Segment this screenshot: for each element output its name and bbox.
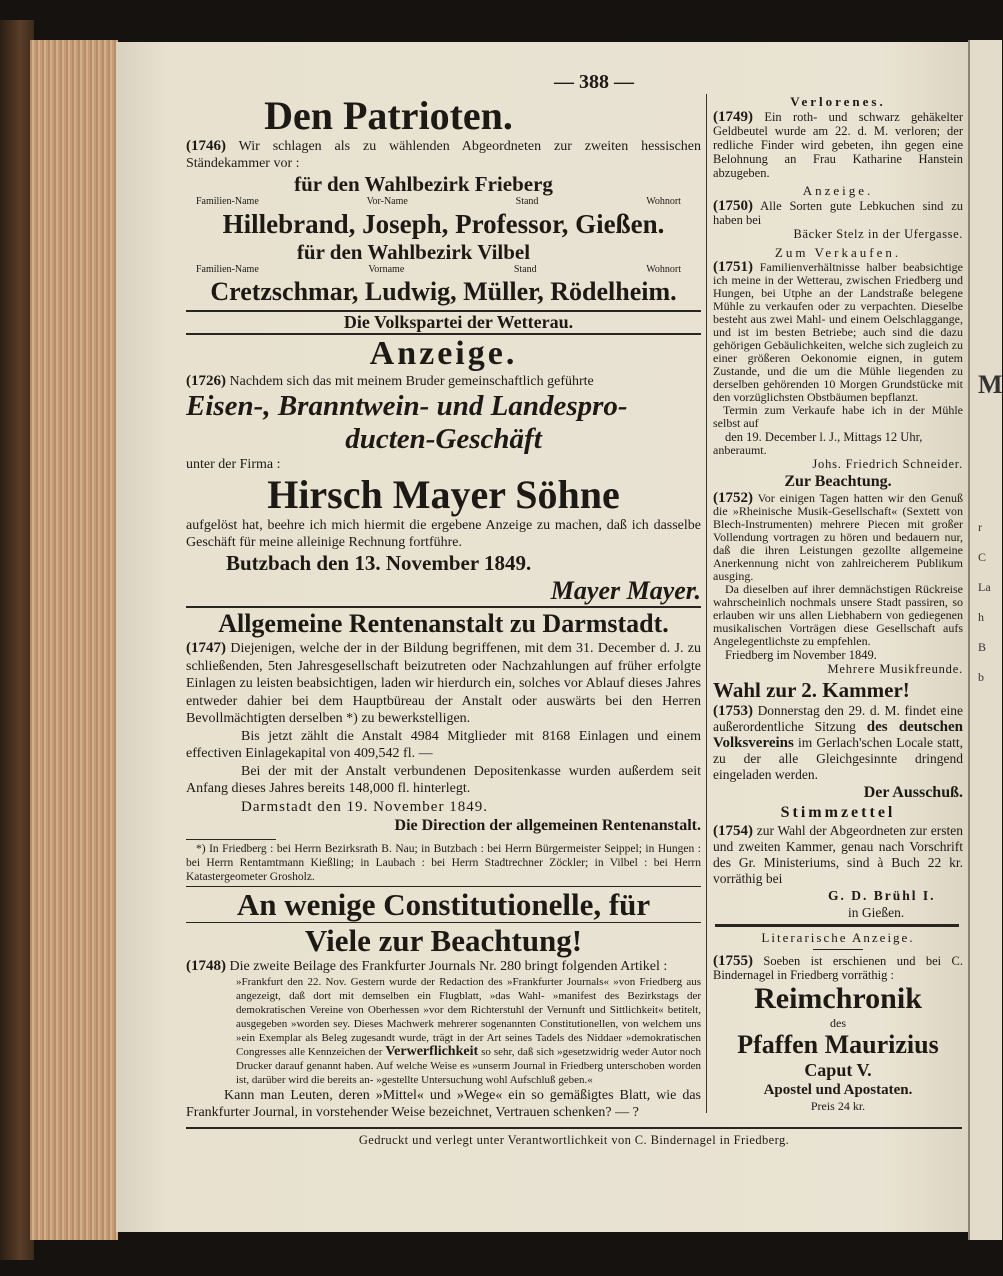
ad-signature: Die Direction der allgemeinen Rentenanstalt. <box>394 816 701 834</box>
column-label: Vorname <box>368 264 405 275</box>
ad-number: (1751) <box>713 259 753 275</box>
ad-body <box>713 492 963 583</box>
ad-number: (1755) <box>713 953 753 969</box>
right-column <box>706 94 963 1113</box>
footnote-rule <box>186 839 276 840</box>
ad-number: (1753) <box>713 703 753 719</box>
ad-title: Zur Beachtung. <box>784 473 892 490</box>
ad-emphasis: des deutschen Volksvereins <box>713 719 964 751</box>
ad-title: Stimmzettel <box>780 804 896 821</box>
ad-body <box>186 373 701 390</box>
ad-text: Da dieselben auf ihrer demnächstigen Rückreise wahrscheinlich nochmals unsere Stadt passiren, so erlauben wir uns allen Liebhabern von gediegenen musikalischen Vorträgen diese Gesellschaft aufs Angelegentlichste zu empfehlen. <box>713 582 963 648</box>
firm-name: Hirsch Mayer Söhne <box>267 472 620 517</box>
ad-body <box>713 110 963 180</box>
ad-body <box>713 261 963 404</box>
ad-number: (1752) <box>713 490 753 506</box>
ad-title: Verlorenes. <box>790 94 886 109</box>
ad-body <box>713 954 963 982</box>
place-date: Butzbach den 13. November 1849. <box>226 551 532 575</box>
ad-text: Alle Sorten gute Lebkuchen sind zu haben bei <box>713 199 964 227</box>
ad-number: (1747) <box>186 640 226 656</box>
ad-text: im Gerlach'schen Locale statt, zu der alle Gleichgesinnte dringend eingeladen werden. <box>713 735 964 782</box>
ad-signature: Der Ausschuß. <box>863 784 963 801</box>
ad-beachtung <box>713 472 963 677</box>
book-chapter: Caput V. <box>804 1060 872 1080</box>
book-title: Reimchronik <box>754 982 922 1015</box>
ad-number: (1754) <box>713 823 753 839</box>
column-labels <box>186 264 701 276</box>
ad-text: Wir schlagen als zu wählenden Abgeordneten zur zweiten hessischen Ständekammer vor : <box>186 139 702 171</box>
ad-body <box>186 958 701 975</box>
divider <box>813 949 863 950</box>
ad-text: Termin zum Verkaufe habe ich in der Mühle selbst auf <box>713 403 963 430</box>
ad-text: Ein roth- und schwarz gehäkelter Geldbeutel wurde am 22. d. M. verloren; der redliche Finder wird gebeten, ihn gegen eine Belohnung an Frau Katharine Hanstein abzugeben. <box>713 110 964 180</box>
ad-text: Vor einigen Tagen hatten wir den Genuß die »Rheinische Musik-Gesellschaft« (Sextett von Blech-Instrumenten) mehrere Piecen mit großer Vollendung vortragen zu hören und bedauern nur, daß die ihren Leistungen gezollte allgemeine Anerkennung nicht von zahlreicherem Publikum ausging. <box>713 491 963 583</box>
divider <box>715 924 959 927</box>
ad-text: Familienverhältnisse halber beabsichtige ich meine in der Wetterau, zwischen Friedberg und Hungen, bei Utphe an der Landstraße belegene Mühle zu verkaufen oder zu verpachten. Dieselbe besteht aus zwei Mahl- und einem Oelschlaggange, und ist im besten Betriebe; auch sind die dazu gehörigen Gebäulichkeiten, welche sich zugleich zu einer größeren Oekonomie eignen, in gutem Zustande, und die um die Mühle liegenden zu derselben gehörenden 10 Morgen Grundstücke mit den vorzüglichsten Obstbäumen bepflanzt. <box>713 260 963 404</box>
ad-geschaeft <box>186 335 701 608</box>
ad-number: (1749) <box>713 109 753 125</box>
column-label: Stand <box>513 264 537 275</box>
ad-text: Soeben ist erschienen und bei C. Bindernagel in Friedberg vorräthig : <box>713 954 964 982</box>
next-page-fragment: C <box>978 550 987 564</box>
ad-wahl <box>713 677 963 803</box>
ad-body <box>713 823 963 887</box>
ad-title: Den Patrioten. <box>264 93 513 138</box>
place-date: Friedberg im November 1849. <box>725 648 877 662</box>
book-price: Preis 24 kr. <box>810 1099 866 1113</box>
ad-verlorenes <box>713 94 963 180</box>
firm-label: unter der Firma : <box>186 457 281 472</box>
ad-rentenanstalt <box>186 608 701 887</box>
ad-stimmzettel <box>713 803 963 921</box>
ad-text: Diejenigen, welche der in der Bildung begriffenen, mit dem 31. December d. J. zu schließenden, 5ten Jahresgesellschaft beizutreten oder Nachzahlungen auf früher erfolgte Einlagen zu leisten beabsichtigen, laden wir hierdurch ein, solches vor Ablauf dieses Jahres entweder dahier bei dem Hauptbüreau der Anstalt oder auswärts bei den Herren Bevollmächtigten derselben *) zu bewerkstelligen. <box>186 641 702 726</box>
ad-body <box>713 199 963 227</box>
next-page-fragment: h <box>978 610 984 624</box>
ad-title: Viele zur Beachtung! <box>186 922 701 958</box>
ad-title: Anzeige. <box>369 335 518 372</box>
ad-title: Wahl zur 2. Kammer! <box>713 678 910 702</box>
page-edges <box>30 40 118 1240</box>
quoted-article <box>236 975 701 1087</box>
quote-text: »Frankfurt den 22. Nov. Gestern wurde der Redaction des »Frankfurter Journals« »von Friedberg aus angezeigt, daß dort mit demselben ein Flugblatt, »das Wahl- »manifest des Bezirkstags der demokratischen Vereine von Oberhessen »vor dem Richterstuhl der Vernunft und Sittlichkeit« betitelt, ausgegeben »worden sey. Dieses Machwerk mehrerer sogenannten Constitutionellen, von welchem uns »ein Exemplar als Beleg zugesandt wurde, trägt in der Art seines Tadels des Niddaer »demokratischen Congresses alle Kennzeichen der <box>236 975 701 1058</box>
next-page-fragment: b <box>978 670 984 684</box>
page-number: — 388 — <box>554 71 634 93</box>
ad-text: Bis jetzt zählt die Anstalt 4984 Mitglieder mit 8168 Einlagen und einem effectiven Einlagekapital von 409,542 fl. — <box>186 728 701 761</box>
column-label: Wohnort <box>646 264 681 275</box>
ad-number: (1726) <box>186 373 226 389</box>
seller-name: G. D. Brühl I. <box>828 888 936 903</box>
district-heading: für den Wahlbezirk Vilbel <box>296 240 531 264</box>
next-page-edge <box>968 40 1002 1240</box>
column-label: Vor-Name <box>366 196 408 207</box>
ad-text: anberaumt. <box>713 443 767 457</box>
ad-signature: Die Volkspartei der Wetterau. <box>343 312 574 332</box>
ad-text: Nachdem sich das mit meinem Bruder gemeinschaftlich geführte <box>229 374 594 389</box>
ad-constitutionelle <box>186 887 701 1121</box>
ad-title: Anzeige. <box>802 183 874 198</box>
column-label: Familien-Name <box>196 196 259 207</box>
column-labels <box>186 196 701 208</box>
sale-date: den 19. December l. J., Mittags 12 Uhr, <box>725 430 923 444</box>
district-heading: für den Wahlbezirk Frieberg <box>294 172 553 196</box>
ad-title: An wenige Constitutionelle, für <box>236 886 651 922</box>
book-author: Pfaffen Maurizius <box>737 1030 939 1059</box>
ad-signature: Bäcker Stelz in der Ufergasse. <box>793 227 963 241</box>
book-spine <box>0 20 34 1260</box>
ad-lebkuchen <box>713 183 963 242</box>
ad-body <box>186 640 701 728</box>
place-date: Darmstadt den 19. November 1849. <box>241 798 488 815</box>
business-name: ducten-Geschäft <box>345 423 542 455</box>
column-label: Familien-Name <box>196 264 259 275</box>
ad-title: Literarische Anzeige. <box>761 930 915 945</box>
book-des: des <box>830 1016 846 1030</box>
ad-patrioten <box>186 94 701 335</box>
ad-title: Allgemeine Rentenanstalt zu Darmstadt. <box>218 609 669 638</box>
ad-text: Die zweite Beilage des Frankfurter Journals Nr. 280 bringt folgenden Artikel : <box>229 958 668 974</box>
ad-body <box>186 138 701 172</box>
next-page-fragment: r <box>978 520 982 534</box>
seller-city: in Gießen. <box>848 905 905 920</box>
ad-literarisch <box>713 924 963 1113</box>
footer-rule <box>186 1127 962 1129</box>
page-footer <box>186 1127 962 1148</box>
next-page-fragment: La <box>978 580 991 594</box>
business-name: Eisen-, Branntwein- und Landespro- <box>186 390 628 422</box>
ad-body <box>713 703 963 783</box>
ad-text: aufgelöst hat, beehre ich mich hiermit die ergebene Anzeige zu machen, daß ich dasselbe Geschäft für meine alleinige Rechnung fortführe. <box>186 518 701 550</box>
ad-signature: Mehrere Musikfreunde. <box>827 662 963 676</box>
ad-text: zur Wahl der Abgeordneten zur ersten und zweiten Kammer, genau nach Vorschrift des Gr. Ministeriums, sind à Buch 22 kr. vorräthig bei <box>713 823 963 886</box>
book-subtitle: Apostel und Apostaten. <box>763 1082 913 1098</box>
ad-text: Kann man Leuten, deren »Mittel« und »Wege« ein so gemäßigtes Blatt, wie das Frankfurter Journal, in vorstehender Weise bezeichnet, Vertrauen schenken? — ? <box>186 1087 701 1120</box>
footnote: *) In Friedberg : bei Herrn Bezirksrath B. Nau; in Butzbach : bei Herrn Bürgermeister Seippel; in Hungen : bei Herrn Rentamtmann Kießling; in Laubach : bei Herrn Stadtrechner Zöckler; in Vilbel : bei Herrn Katastergeometer Grosholz. <box>186 842 701 883</box>
candidate-names: Cretzschmar, Ludwig, Müller, Rödelheim. <box>210 277 677 306</box>
column-label: Stand <box>515 196 539 207</box>
ad-signature: Mayer Mayer. <box>550 576 701 605</box>
next-page-fragment: B <box>978 640 987 654</box>
quote-text: so sehr, daß sich »gesetzwidrig weder Autor noch Drucker darauf genannt haben. Auf welche Weise es »unserm Journal in Friedberg unterschoben worden ist, darüber wird die bereits an- »gestellte Untersuchung wohl Aufschluß geben.« <box>236 1045 702 1086</box>
newspaper-page <box>116 42 968 1232</box>
next-page-fragment: M <box>978 370 1003 399</box>
imprint-footer: Gedruckt und verlegt unter Verantwortlichkeit von C. Bindernagel in Friedberg. <box>358 1132 790 1147</box>
column-label: Wohnort <box>646 196 681 207</box>
candidate-names: Hillebrand, Joseph, Professor, Gießen. <box>222 209 665 239</box>
ad-muehle <box>713 245 963 472</box>
ad-number: (1748) <box>186 957 226 974</box>
ad-text: Bei der mit der Anstalt verbundenen Depositenkasse wurden außerdem seit Anfang dieses Jahres bereits 148,000 fl. hinterlegt. <box>186 763 701 796</box>
ad-signature: Johs. Friedrich Schneider. <box>812 457 963 471</box>
ad-title: Zum Verkaufen. <box>774 245 902 260</box>
ad-number: (1746) <box>186 138 226 154</box>
left-column <box>186 94 701 1121</box>
ad-number: (1750) <box>713 198 753 214</box>
ad-text: Donnerstag den 29. d. M. findet eine außerordentliche Sitzung <box>713 703 964 734</box>
quote-emphasis: Verwerflichkeit <box>385 1043 479 1059</box>
columns <box>186 94 962 1121</box>
